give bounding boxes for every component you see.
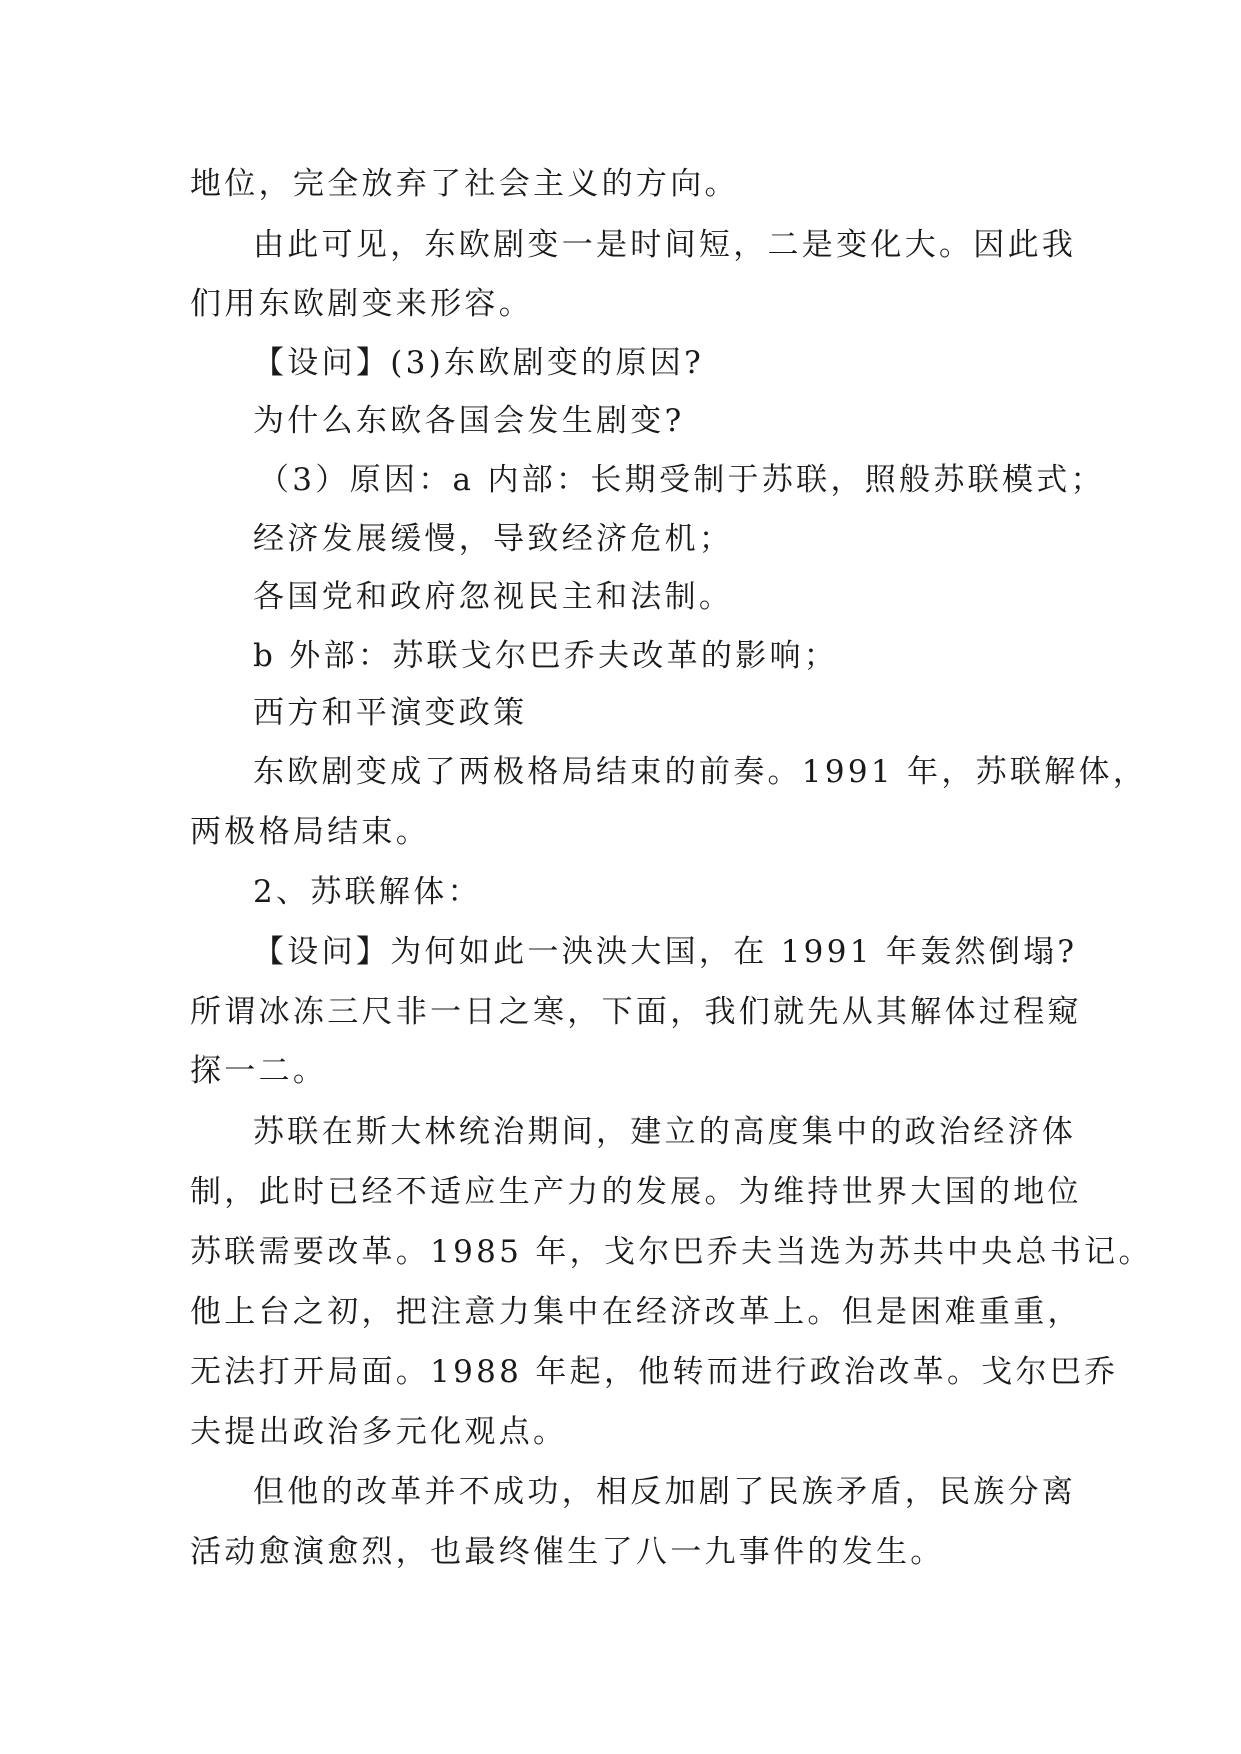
text-line: 所谓冰冻三尺非一日之寒，下面，我们就先从其解体过程窥: [190, 994, 1082, 1030]
text-line: 【设问】为何如此一泱泱大国，在 1991 年轰然倒塌?: [253, 934, 1078, 970]
text-line: 【设问】(3)东欧剧变的原因?: [253, 345, 705, 381]
text-line: 苏联需要改革。1985 年，戈尔巴乔夫当选为苏共中央总书记。: [190, 1234, 1153, 1270]
text-line: 但他的改革并不成功，相反加剧了民族矛盾，民族分离: [253, 1474, 1077, 1510]
text-line: 夫提出政治多元化观点。: [190, 1414, 568, 1450]
text-line: 他上台之初，把注意力集中在经济改革上。但是困难重重，: [190, 1294, 1082, 1330]
text-line: 各国党和政府忽视民主和法制。: [253, 579, 734, 615]
text-line: 经济发展缓慢，导致经济危机；: [253, 521, 734, 557]
text-line: 制，此时已经不适应生产力的发展。为维持世界大国的地位: [190, 1174, 1082, 1210]
text-line: 为什么东欧各国会发生剧变?: [253, 403, 685, 439]
text-line: 东欧剧变成了两极格局结束的前奏。1991 年，苏联解体，: [253, 754, 1148, 790]
text-line: （3）原因：a 内部：长期受制于苏联，照般苏联模式；: [258, 462, 1105, 498]
text-line: 由此可见，东欧剧变一是时间短，二是变化大。因此我: [253, 227, 1077, 263]
text-line: 探一二。: [190, 1053, 328, 1089]
text-line: 西方和平演变政策: [253, 695, 528, 731]
text-line: 地位，完全放弃了社会主义的方向。: [190, 166, 739, 202]
text-line: b 外部：苏联戈尔巴乔夫改革的影响；: [253, 638, 839, 674]
text-line: 苏联在斯大林统治期间，建立的高度集中的政治经济体: [253, 1114, 1077, 1150]
text-line: 活动愈演愈烈，也最终催生了八一九事件的发生。: [190, 1534, 945, 1570]
section-heading: 2、苏联解体：: [253, 874, 482, 910]
text-line: 们用东欧剧变来形容。: [190, 286, 533, 322]
text-line: 无法打开局面。1988 年起，他转而进行政治改革。戈尔巴乔: [190, 1354, 1119, 1390]
text-line: 两极格局结束。: [190, 814, 431, 850]
